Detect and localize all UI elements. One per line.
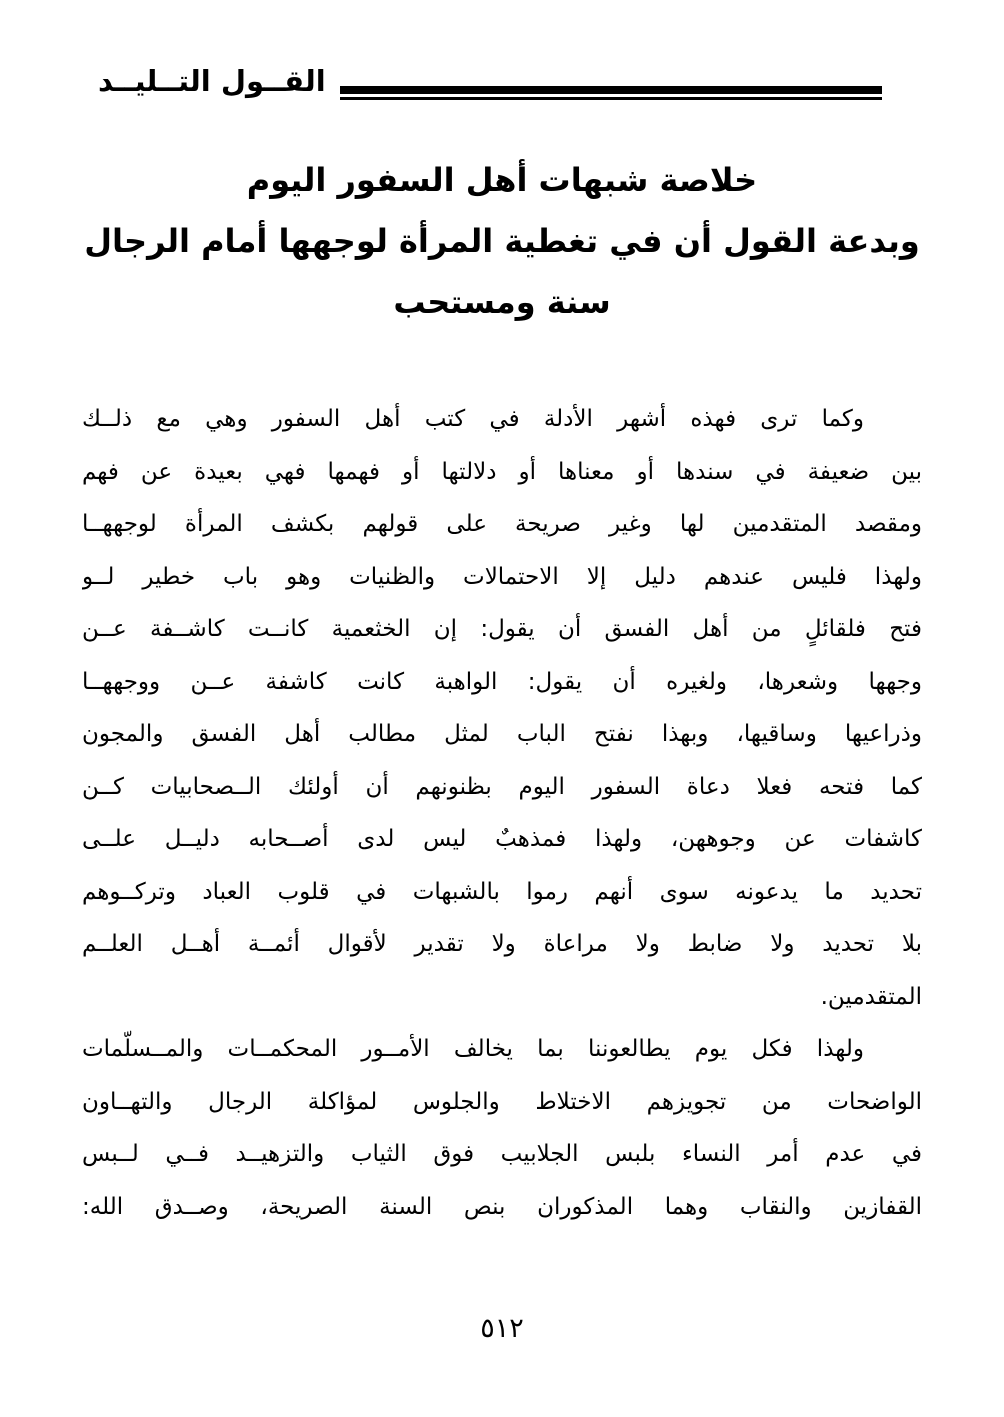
body-line: كاشفات عن وجوههن، ولهذا فمذهبٌ ليس لدى أصــحابه دليــل علــى <box>82 826 922 852</box>
body-line: تحديد ما يدعونه سوى أنهم رموا بالشبهات في قلوب العباد وتركــوهم <box>82 878 922 905</box>
body-line: ولهذا فليس عندهم دليل إلا الاحتمالات والظنيات وهو باب خطير لــو <box>82 563 922 590</box>
body-line: كما فتحه فعلا دعاة السفور اليوم بظنونهم أن أولئك الــصحابيات كــن <box>82 773 922 800</box>
chapter-title <box>82 150 922 333</box>
page-number: ٥١٢ <box>480 1313 524 1344</box>
body-line: المتقدمين. <box>820 983 922 1010</box>
body-line: وذراعيها وساقيها، وبهذا نفتح الباب لمثل مطالب أهل الفسق والمجون <box>82 721 922 747</box>
header-rule-thin-line <box>340 97 882 100</box>
chapter-title-line-2: وبدعة القول أن في تغطية المرأة لوجهها أمام الرجال <box>84 222 920 260</box>
body-line: بين ضعيفة في سندها أو معناها أو دلالتها أو فهمها فهي بعيدة عن فهم <box>82 458 922 485</box>
body-text <box>82 393 922 1233</box>
body-line: ولهذا فكل يوم يطالعوننا بما يخالف الأمــور المحكمــات والمــسلّمات <box>82 1036 864 1062</box>
body-line: الواضحات من تجويزهم الاختلاط والجلوس لمؤاكلة الرجال والتهــاون <box>82 1088 922 1115</box>
paragraph-1 <box>82 393 922 1023</box>
body-line: فتح فلقائلٍ من أهل الفسق أن يقول: إن الخثعمية كانــت كاشــفة عــن <box>82 616 922 642</box>
body-line: بلا تحديد ولا ضابط ولا مراعاة ولا تقدير لأقوال أئمــة أهــل العلــم <box>82 931 922 957</box>
book-title: القــول التــليــد <box>98 64 326 98</box>
body-line: ومقصد المتقدمين لها وغير صريحة على قولهم بكشف المرأة لوجههــا <box>82 511 922 537</box>
chapter-title-line-3: سنة ومستحب <box>393 283 611 321</box>
body-line: وكما ترى فهذه أشهر الأدلة في كتب أهل السفور وهي مع ذلــك <box>82 406 864 432</box>
body-line: وجهها وشعرها، ولغيره أن يقول: الواهبة كانت كاشفة عــن ووجههــا <box>82 668 922 695</box>
running-header <box>82 60 922 110</box>
body-line: في عدم أمر النساء بلبس الجلابيب فوق الثياب والتزهيــد فــي لــبس <box>82 1141 922 1167</box>
header-rule <box>340 86 882 100</box>
chapter-title-line-1: خلاصة شبهات أهل السفور اليوم <box>246 161 758 199</box>
paragraph-2 <box>82 1023 922 1233</box>
body-line: القفازين والنقاب وهما المذكوران بنص السنة الصريحة، وصــدق الله: <box>82 1193 922 1220</box>
header-rule-thick-line <box>340 86 882 94</box>
